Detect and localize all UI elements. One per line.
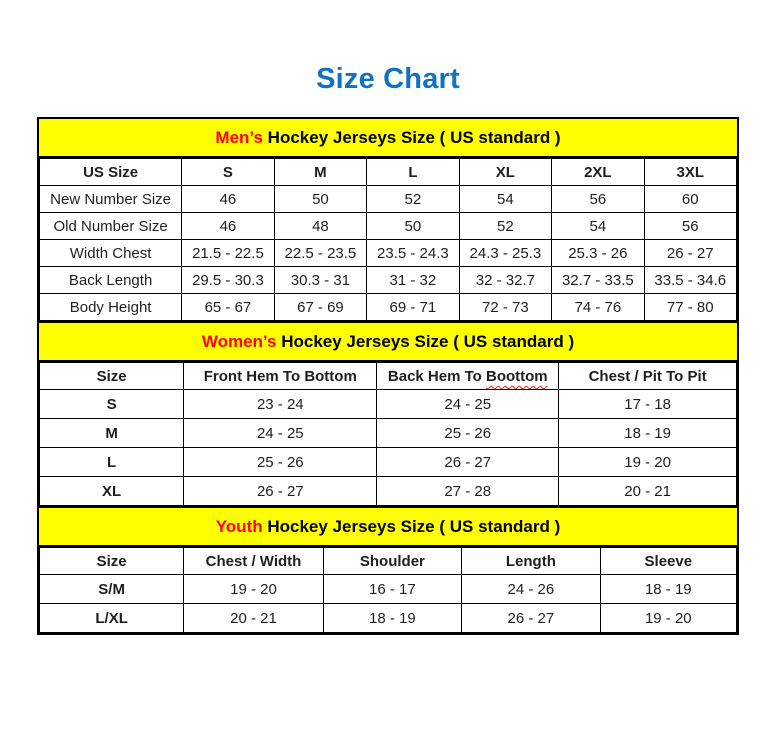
youth-column-header: Length (462, 548, 600, 575)
men-column-header: L (367, 159, 459, 186)
men-column-header: 2XL (552, 159, 644, 186)
row-label: Old Number Size (40, 213, 182, 240)
table-cell: 29.5 - 30.3 (182, 267, 274, 294)
section-youth (39, 506, 737, 633)
women-row (40, 448, 737, 477)
table-cell: 26 - 27 (184, 477, 377, 506)
table-cell: 24 - 26 (462, 575, 600, 604)
table-cell: 25.3 - 26 (552, 240, 644, 267)
table-cell: 16 - 17 (323, 575, 461, 604)
table-cell: 48 (274, 213, 366, 240)
table-cell: 23 - 24 (184, 390, 377, 419)
men-header-row (40, 159, 737, 186)
table-cell: 24 - 25 (377, 390, 559, 419)
youth-header-row (40, 548, 737, 575)
table-cell: 65 - 67 (182, 294, 274, 321)
women-row (40, 477, 737, 506)
women-row (40, 390, 737, 419)
women-column-header: Front Hem To Bottom (184, 363, 377, 390)
row-label: M (40, 419, 184, 448)
men-table (39, 158, 737, 321)
women-column-header: Back Hem To Boottom (377, 363, 559, 390)
men-section-title-text: Hockey Jerseys Size ( US standard ) (262, 128, 561, 147)
table-cell: 52 (459, 213, 551, 240)
youth-column-header: Chest / Width (184, 548, 323, 575)
row-label: New Number Size (40, 186, 182, 213)
youth-section-highlight: Youth (215, 517, 263, 536)
row-label: L/XL (40, 604, 184, 633)
youth-table (39, 547, 737, 633)
table-cell: 26 - 27 (644, 240, 736, 267)
table-cell: 30.3 - 31 (274, 267, 366, 294)
table-cell: 69 - 71 (367, 294, 459, 321)
table-cell: 19 - 20 (559, 448, 737, 477)
youth-column-header: Size (40, 548, 184, 575)
table-cell: 19 - 20 (184, 575, 323, 604)
women-table (39, 362, 737, 506)
page-title: Size Chart (316, 63, 460, 95)
table-cell: 56 (552, 186, 644, 213)
table-cell: 26 - 27 (462, 604, 600, 633)
table-cell: 25 - 26 (184, 448, 377, 477)
youth-row (40, 575, 737, 604)
table-cell: 32 - 32.7 (459, 267, 551, 294)
table-cell: 27 - 28 (377, 477, 559, 506)
row-label: Back Length (40, 267, 182, 294)
women-row (40, 419, 737, 448)
row-label: S/M (40, 575, 184, 604)
table-cell: 26 - 27 (377, 448, 559, 477)
table-cell: 32.7 - 33.5 (552, 267, 644, 294)
table-cell: 52 (367, 186, 459, 213)
women-section-highlight: Women’s (201, 332, 277, 351)
table-cell: 18 - 19 (559, 419, 737, 448)
table-cell: 54 (552, 213, 644, 240)
youth-column-header: Shoulder (323, 548, 461, 575)
table-cell: 50 (274, 186, 366, 213)
table-cell: 67 - 69 (274, 294, 366, 321)
men-section-highlight: Men’s (215, 128, 263, 147)
table-cell: 23.5 - 24.3 (367, 240, 459, 267)
table-cell: 33.5 - 34.6 (644, 267, 736, 294)
table-cell: 74 - 76 (552, 294, 644, 321)
table-cell: 54 (459, 186, 551, 213)
table-cell: 56 (644, 213, 736, 240)
table-cell: 77 - 80 (644, 294, 736, 321)
men-column-header: XL (459, 159, 551, 186)
men-row (40, 186, 737, 213)
youth-section-header (39, 506, 737, 547)
table-cell: 46 (182, 186, 274, 213)
row-label: L (40, 448, 184, 477)
table-cell: 24 - 25 (184, 419, 377, 448)
size-chart-tables (37, 117, 739, 635)
men-section-header (39, 119, 737, 158)
table-cell: 18 - 19 (323, 604, 461, 633)
men-row (40, 240, 737, 267)
youth-column-header: Sleeve (600, 548, 736, 575)
table-cell: 31 - 32 (367, 267, 459, 294)
youth-section-title-text: Hockey Jerseys Size ( US standard ) (262, 517, 561, 536)
row-label: Body Height (40, 294, 182, 321)
table-cell: 46 (182, 213, 274, 240)
table-cell: 50 (367, 213, 459, 240)
women-header-row (40, 363, 737, 390)
women-column-header: Chest / Pit To Pit (559, 363, 737, 390)
table-cell: 17 - 18 (559, 390, 737, 419)
table-cell: 20 - 21 (559, 477, 737, 506)
men-column-header: M (274, 159, 366, 186)
table-cell: 25 - 26 (377, 419, 559, 448)
table-cell: 20 - 21 (184, 604, 323, 633)
section-men (39, 119, 737, 321)
row-label: Width Chest (40, 240, 182, 267)
men-row (40, 294, 737, 321)
table-cell: 19 - 20 (600, 604, 736, 633)
size-chart-page (0, 62, 776, 754)
table-cell: 22.5 - 23.5 (274, 240, 366, 267)
row-label: XL (40, 477, 184, 506)
table-cell: 24.3 - 25.3 (459, 240, 551, 267)
table-cell: 21.5 - 22.5 (182, 240, 274, 267)
men-row (40, 267, 737, 294)
women-section-title-text: Hockey Jerseys Size ( US standard ) (276, 332, 575, 351)
men-column-header: 3XL (644, 159, 736, 186)
men-column-header: S (182, 159, 274, 186)
row-label: S (40, 390, 184, 419)
section-women (39, 321, 737, 506)
women-column-header: Size (40, 363, 184, 390)
youth-row (40, 604, 737, 633)
table-cell: 60 (644, 186, 736, 213)
table-cell: 72 - 73 (459, 294, 551, 321)
men-column-header: US Size (40, 159, 182, 186)
men-row (40, 213, 737, 240)
misspelled-word: Boottom (486, 368, 548, 385)
women-section-header (39, 321, 737, 362)
table-cell: 18 - 19 (600, 575, 736, 604)
